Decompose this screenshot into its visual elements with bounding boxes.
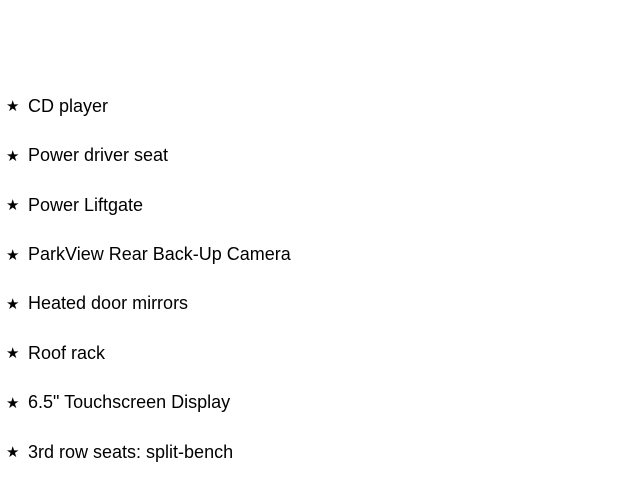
feature-label: 3rd row seats: split-bench	[28, 441, 234, 462]
list-item	[6, 428, 640, 477]
list-item	[6, 131, 640, 180]
list-item	[6, 181, 640, 230]
star-icon: ★	[6, 295, 20, 313]
star-icon: ★	[6, 146, 20, 165]
list-item	[6, 329, 640, 378]
feature-label: 6.5" Touchscreen Display	[28, 392, 231, 413]
star-icon: ★	[6, 344, 20, 363]
star-icon: ★	[6, 245, 20, 264]
feature-label: ParkView Rear Back-Up Camera	[28, 243, 291, 264]
list-item	[6, 280, 640, 329]
feature-label: CD player	[28, 95, 109, 116]
star-icon: ★	[6, 97, 20, 116]
list-item	[6, 378, 640, 427]
list-item	[6, 82, 640, 131]
feature-label: Roof rack	[28, 342, 106, 363]
feature-label: Heated door mirrors	[28, 293, 189, 314]
star-icon: ★	[6, 443, 20, 462]
star-icon: ★	[6, 393, 20, 412]
feature-label: Power driver seat	[28, 145, 169, 166]
list-item	[6, 230, 640, 279]
star-icon: ★	[6, 196, 20, 215]
feature-label: Power Liftgate	[28, 194, 144, 215]
